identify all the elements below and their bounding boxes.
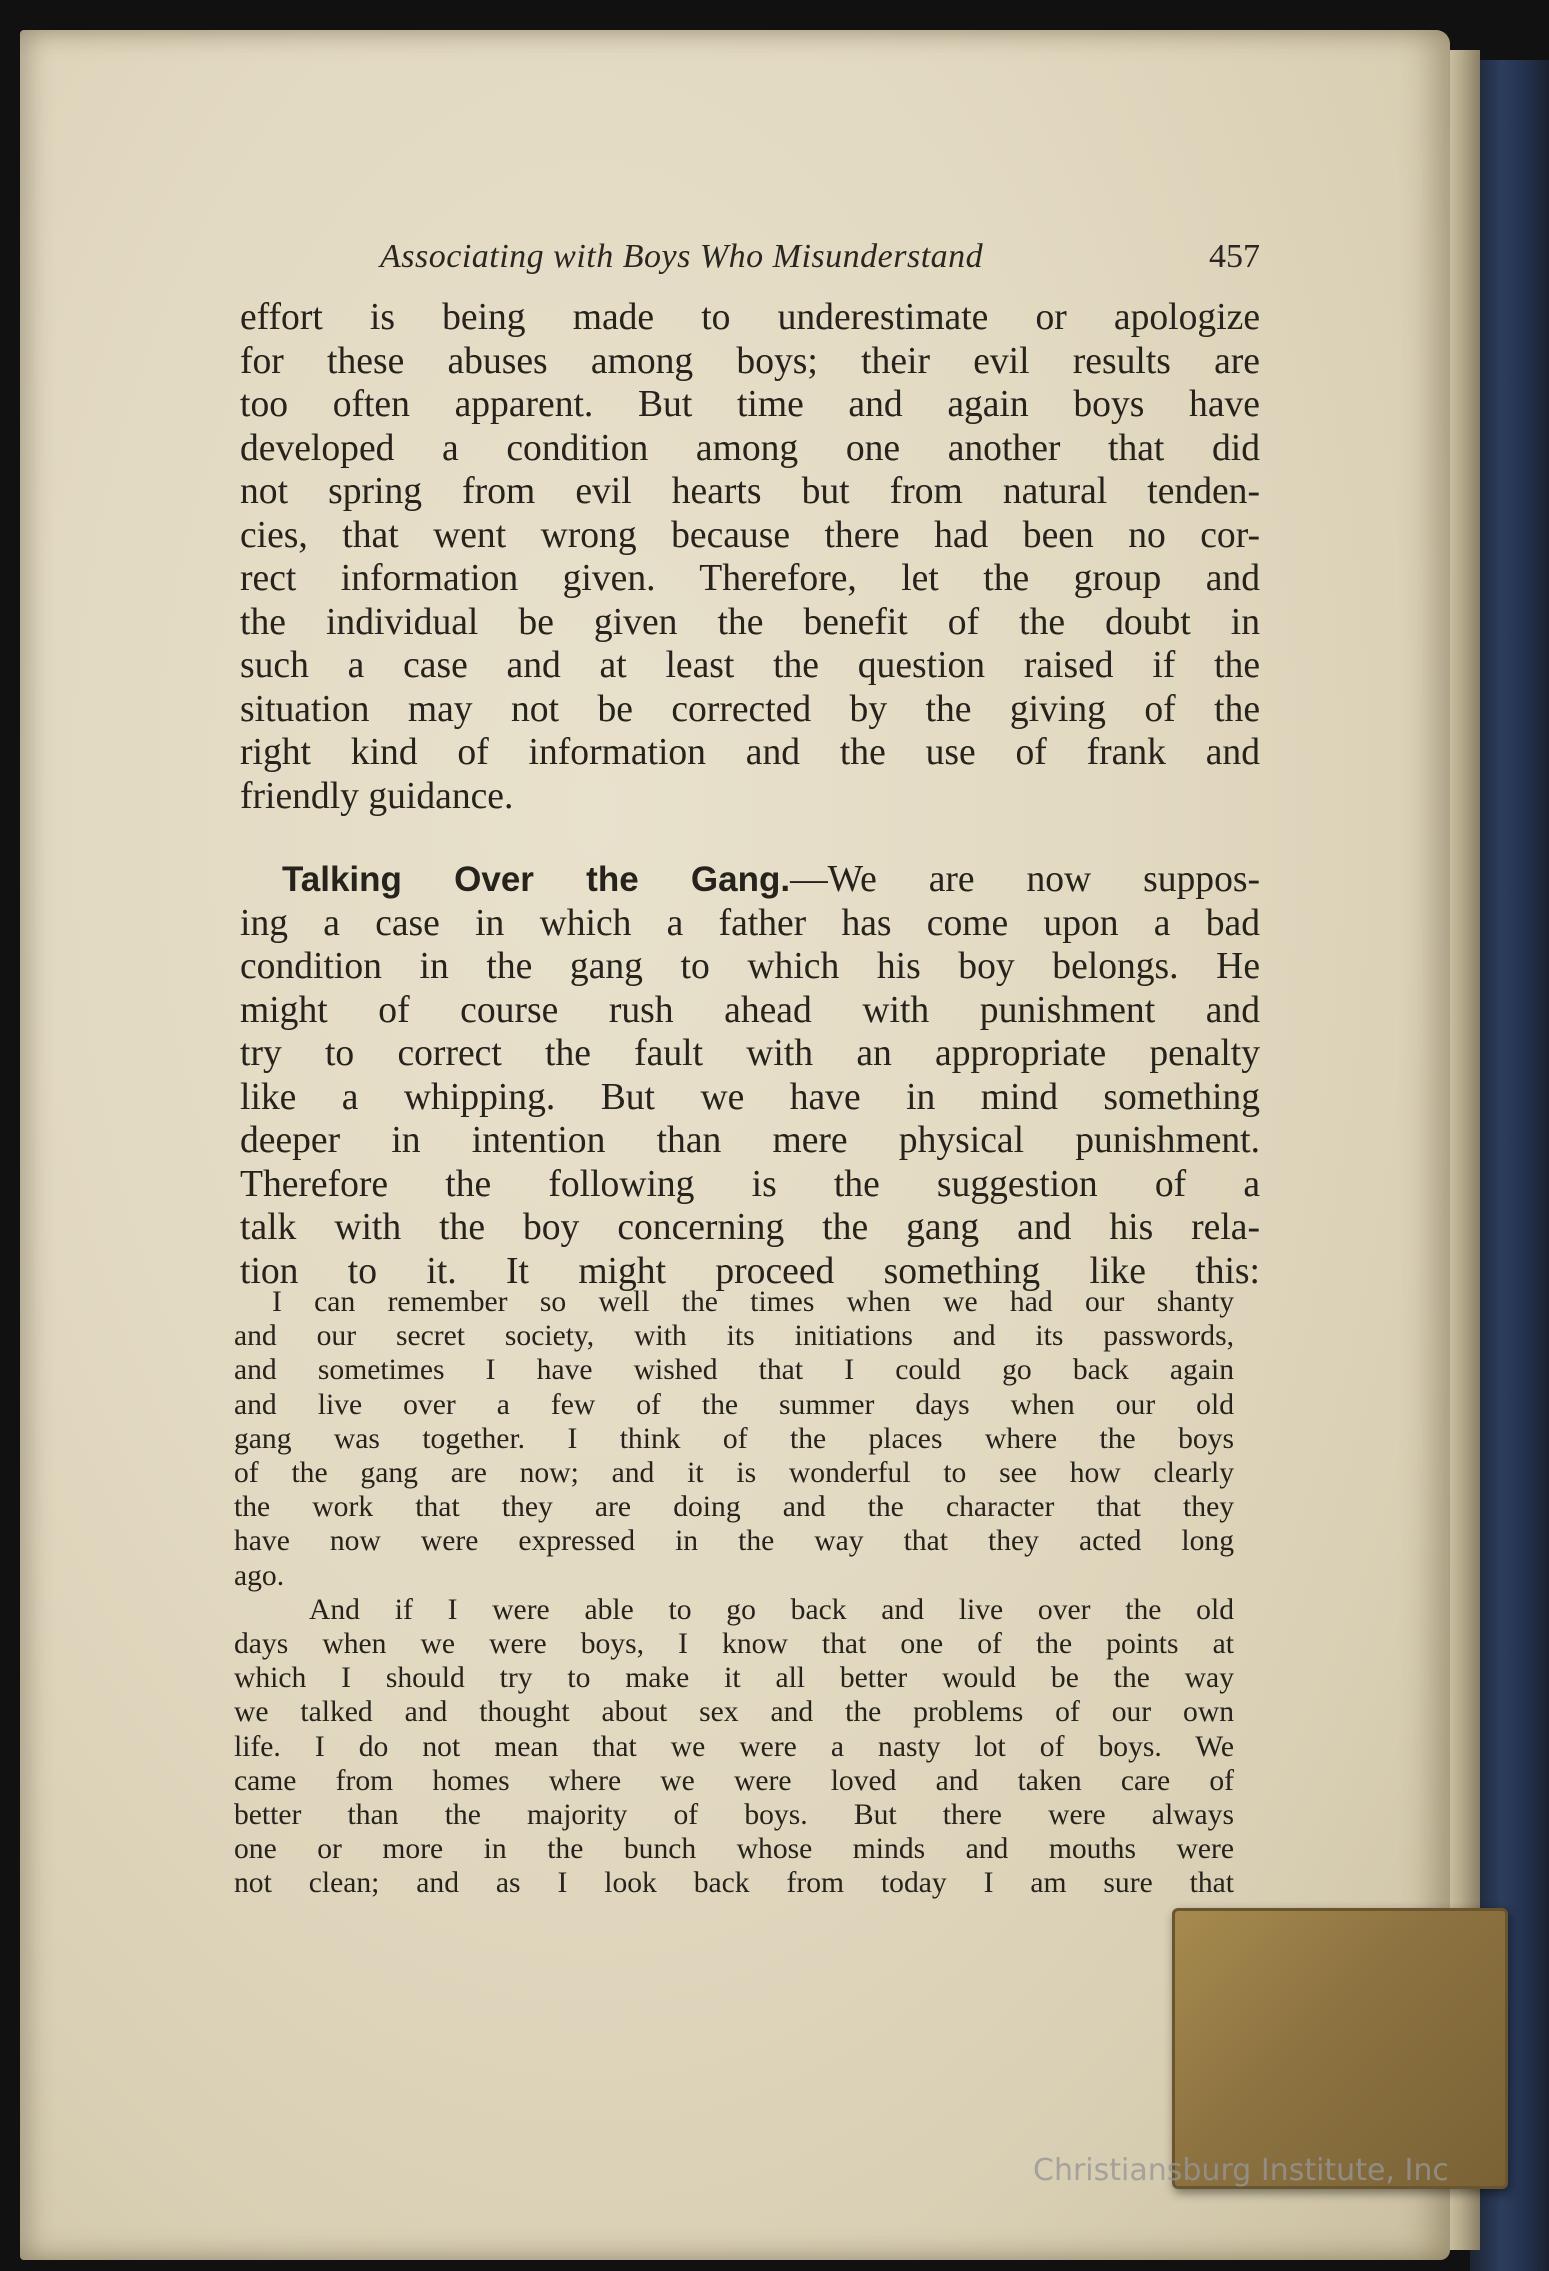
extract-line: I can remember so well the times when we had our shanty — [272, 1286, 1234, 1318]
paragraph-2 — [240, 858, 1260, 1293]
extract-line: which I should try to make it all better would be the way — [234, 1662, 1234, 1695]
text-line: might of course rush ahead with punishment and — [240, 989, 1260, 1031]
extract-line: not clean; and as I look back from today I am sure that — [234, 1867, 1234, 1900]
text-line: ing a case in which a father has come upon a bad — [240, 902, 1260, 944]
text-line: not spring from evil hearts but from natural tenden- — [240, 471, 1260, 512]
text-line: condition in the gang to which his boy belongs. He — [240, 946, 1260, 987]
extract-line: we talked and thought about sex and the problems of our own — [234, 1696, 1234, 1729]
extract-line: better than the majority of boys. But there were always — [234, 1799, 1234, 1832]
extract-line: one or more in the bunch whose minds and mouths were — [234, 1833, 1234, 1866]
extract-line: gang was together. I think of the places where the boys — [234, 1422, 1234, 1455]
running-head — [248, 238, 1260, 288]
body-text — [240, 296, 1260, 1293]
extract-line: ago. — [234, 1559, 285, 1592]
section-heading: Talking Over the Gang. — [282, 860, 791, 899]
library-sticker — [1172, 1908, 1508, 2189]
extract-paragraph-2 — [234, 1593, 1234, 1901]
text-line: like a whipping. But we have in mind something — [240, 1076, 1260, 1118]
text-line: talk with the boy concerning the gang and his rela- — [240, 1207, 1260, 1248]
extract-line: And if I were able to go back and live over the old — [309, 1593, 1234, 1626]
extract-line: of the gang are now; and it is wonderful to see how clearly — [234, 1457, 1234, 1490]
extract-line: and our secret society, with its initiations and its passwords, — [234, 1320, 1234, 1353]
text-line: such a case and at least the question raised if the — [240, 645, 1260, 686]
extract-line: life. I do not mean that we were a nasty lot of boys. We — [234, 1730, 1234, 1763]
text-line: developed a condition among one another that did — [240, 427, 1260, 469]
extract-line: and live over a few of the summer days when our old — [234, 1388, 1234, 1421]
text-line: situation may not be corrected by the giving of the — [240, 688, 1260, 730]
extract-line: days when we were boys, I know that one of the points at — [234, 1628, 1234, 1661]
text-line: tion to it. It might proceed something like this: — [240, 1250, 1260, 1292]
text-line: right kind of information and the use of frank and — [240, 732, 1260, 773]
text-line: effort is being made to underestimate or apologize — [240, 297, 1260, 338]
text-line: try to correct the fault with an appropriate penalty — [240, 1033, 1260, 1074]
page-number: 457 — [1209, 238, 1260, 275]
text-line: the individual be given the benefit of the doubt in — [240, 601, 1260, 643]
paragraph-1 — [240, 296, 1260, 818]
text-line: too often apparent. But time and again boys have — [240, 384, 1260, 425]
quoted-extract — [234, 1285, 1234, 1901]
extract-line: have now were expressed in the way that they acted long — [234, 1525, 1234, 1558]
extract-line: and sometimes I have wished that I could go back again — [234, 1354, 1234, 1387]
extract-line: the work that they are doing and the character that they — [234, 1491, 1234, 1524]
extract-line: came from homes where we were loved and taken care of — [234, 1764, 1234, 1797]
text-line: friendly guidance. — [240, 775, 514, 817]
text-line: deeper in intention than mere physical punishment. — [240, 1120, 1260, 1161]
watermark-text: Christiansburg Institute, Inc — [1033, 2153, 1449, 2188]
text-line: cies, that went wrong because there had been no cor- — [240, 514, 1260, 556]
text-line — [240, 858, 1260, 902]
text-line: Therefore the following is the suggestion of a — [240, 1163, 1260, 1205]
heading-line-rest: —We are now suppos- — [790, 859, 1261, 900]
text-line: for these abuses among boys; their evil results are — [240, 340, 1260, 382]
running-head-title: Associating with Boys Who Misunderstand — [380, 238, 984, 275]
extract-paragraph-1 — [234, 1285, 1234, 1593]
text-line: rect information given. Therefore, let the group and — [240, 558, 1260, 599]
